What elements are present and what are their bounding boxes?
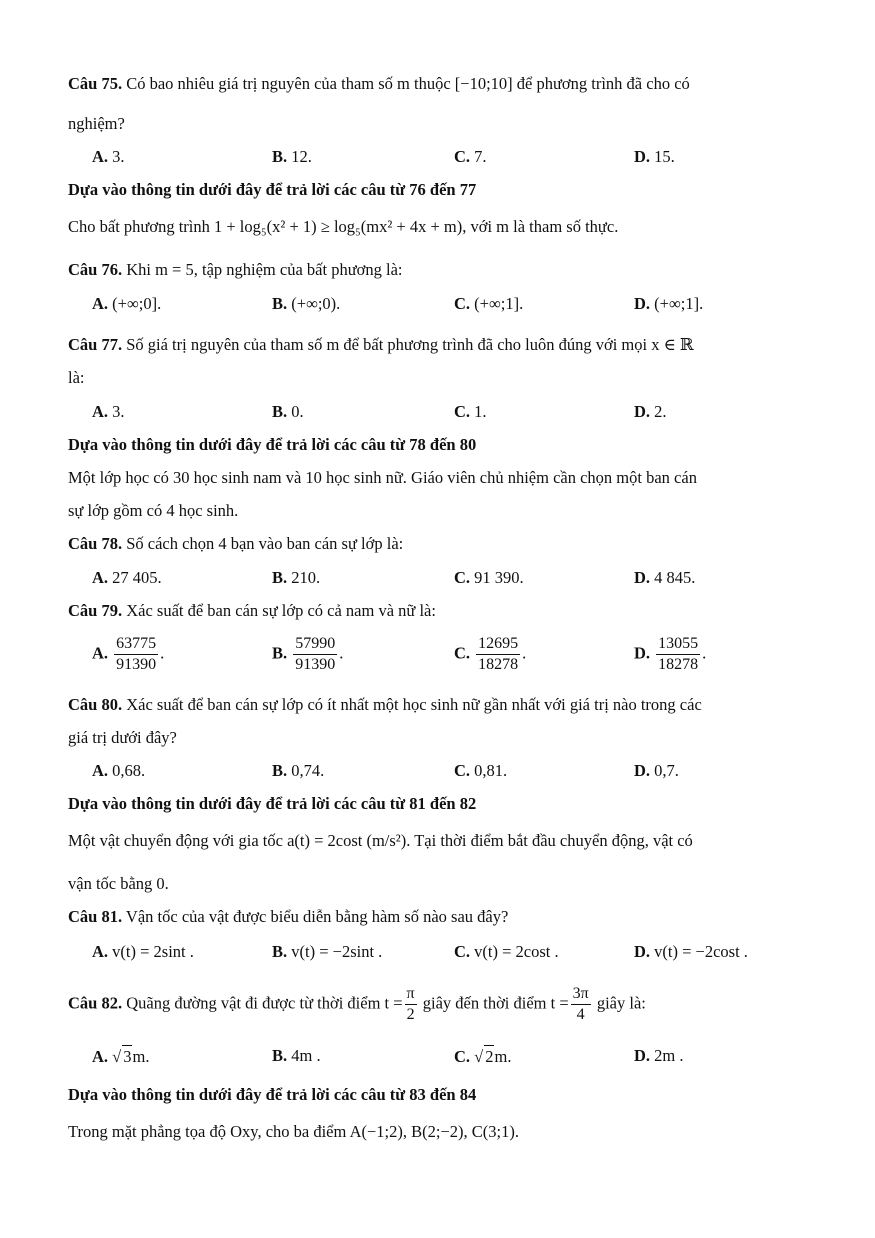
option-letter: C. bbox=[454, 1047, 471, 1066]
option-value: v(t) = 2cost . bbox=[474, 942, 559, 961]
option-letter: B. bbox=[272, 402, 288, 421]
option-d[interactable] bbox=[634, 146, 675, 168]
inequality-formula: 1 + log₅(x² + 1) ≥ log₅(mx² + 4x + m) bbox=[214, 217, 463, 236]
question-label: Câu 80. bbox=[68, 695, 123, 714]
question-label: Câu 77. bbox=[68, 335, 123, 354]
option-b[interactable]: B. $\frac{57990}{91390}$ . bbox=[272, 635, 344, 673]
option-c[interactable] bbox=[454, 567, 524, 589]
option-value: (+∞;1]. bbox=[654, 294, 704, 313]
option-value: 27 405. bbox=[112, 568, 162, 587]
fraction bbox=[476, 634, 520, 675]
denominator: 2 bbox=[406, 1006, 415, 1023]
option-a[interactable] bbox=[92, 401, 125, 423]
option-letter: D. bbox=[634, 294, 651, 313]
question-label: Câu 75. bbox=[68, 74, 123, 93]
condition-formula: x ∈ ℝ bbox=[651, 335, 694, 354]
numerator: 3π bbox=[571, 984, 591, 1005]
option-value: 0,74. bbox=[291, 761, 325, 780]
option-letter: C. bbox=[454, 568, 471, 587]
option-letter: C. bbox=[454, 643, 471, 663]
intro-text: Cho bất phương trình bbox=[68, 217, 210, 236]
intro-78-80-text-continued: sự lớp gồm có 4 học sinh. bbox=[68, 501, 239, 520]
option-letter: D. bbox=[634, 402, 651, 421]
question-80-continued bbox=[68, 727, 815, 749]
question-text: Xác suất để ban cán sự lớp có cả nam và nữ là: bbox=[126, 601, 436, 620]
intro-text: , cho ba điểm bbox=[257, 1122, 347, 1141]
option-b[interactable] bbox=[272, 401, 304, 423]
option-a[interactable] bbox=[92, 146, 125, 168]
numerator: π bbox=[405, 984, 417, 1005]
option-letter: A. bbox=[92, 147, 109, 166]
option-value: 3. bbox=[112, 402, 125, 421]
question-79 bbox=[68, 600, 815, 622]
option-letter: D. bbox=[634, 942, 651, 961]
intro-text: Một vật chuyển động với gia tốc bbox=[68, 831, 283, 850]
option-value: 0,81. bbox=[474, 761, 508, 780]
option-letter: D. bbox=[634, 147, 651, 166]
question-78 bbox=[68, 533, 815, 555]
question-76 bbox=[68, 259, 815, 281]
numerator: 63775 bbox=[114, 634, 158, 655]
option-d[interactable]: D. $\frac{13055}{18278}$ . bbox=[634, 635, 707, 673]
option-letter: B. bbox=[272, 643, 288, 663]
question-text: Số cách chọn 4 bạn vào ban cán sự lớp là: bbox=[126, 534, 404, 553]
question-text: giây là: bbox=[596, 993, 646, 1013]
denominator: 18278 bbox=[658, 656, 699, 673]
option-letter: A. bbox=[92, 1047, 109, 1066]
question-75-continued bbox=[68, 113, 815, 135]
option-value: 2. bbox=[654, 402, 667, 421]
question-text: giá trị dưới đây? bbox=[68, 728, 177, 747]
question-text: Khi bbox=[126, 260, 151, 279]
option-a[interactable] bbox=[92, 941, 194, 963]
option-letter: A. bbox=[92, 568, 109, 587]
option-b[interactable] bbox=[272, 567, 320, 589]
option-value: 12. bbox=[291, 147, 312, 166]
question-label: Câu 78. bbox=[68, 534, 123, 553]
option-value: 15. bbox=[654, 147, 675, 166]
numerator: 13055 bbox=[656, 634, 700, 655]
option-letter: D. bbox=[634, 568, 651, 587]
option-d[interactable] bbox=[634, 293, 703, 315]
question-82 bbox=[68, 984, 815, 1025]
option-letter: C. bbox=[454, 294, 471, 313]
option-c[interactable]: C. $\frac{12695}{18278}$ . bbox=[454, 635, 527, 673]
option-value: v(t) = −2cost . bbox=[654, 942, 748, 961]
square-root: 2 bbox=[485, 1047, 494, 1066]
question-text: giây đến thời điểm bbox=[422, 993, 547, 1013]
condition-formula: m = 5 bbox=[155, 260, 194, 279]
option-letter: A. bbox=[92, 942, 109, 961]
option-value: 0. bbox=[291, 402, 304, 421]
option-letter: B. bbox=[272, 761, 288, 780]
option-d[interactable] bbox=[634, 567, 695, 589]
intro-text: . Tại thời điểm bắt đầu chuyển động, vật có bbox=[406, 831, 693, 850]
denominator: 91390 bbox=[295, 656, 336, 673]
option-d[interactable] bbox=[634, 941, 748, 963]
option-letter: B. bbox=[272, 294, 288, 313]
section-heading-78-80: Dựa vào thông tin dưới đây để trả lời các câu từ 78 đến 80 bbox=[68, 435, 477, 454]
option-c[interactable] bbox=[454, 941, 559, 963]
option-value: 91 390. bbox=[474, 568, 524, 587]
option-a[interactable] bbox=[92, 567, 162, 589]
question-text: nghiệm? bbox=[68, 114, 125, 133]
option-value: 0,68. bbox=[112, 761, 146, 780]
denominator: 91390 bbox=[116, 656, 157, 673]
option-d[interactable] bbox=[634, 760, 679, 782]
option-value: 210. bbox=[291, 568, 321, 587]
option-a[interactable] bbox=[92, 760, 145, 782]
option-a[interactable]: A. √ 3m. bbox=[92, 1047, 150, 1066]
option-letter: B. bbox=[272, 147, 288, 166]
option-d[interactable] bbox=[634, 401, 667, 423]
square-root: 3 bbox=[123, 1047, 132, 1066]
option-b[interactable] bbox=[272, 941, 382, 963]
fraction bbox=[114, 634, 158, 675]
intro-81-82-text bbox=[68, 830, 815, 852]
option-c[interactable] bbox=[454, 760, 507, 782]
option-d[interactable] bbox=[634, 1045, 684, 1067]
intro-83-84-text bbox=[68, 1121, 815, 1143]
option-b[interactable] bbox=[272, 1045, 321, 1067]
question-77 bbox=[68, 334, 815, 356]
time-start-prefix: t = bbox=[384, 993, 403, 1013]
denominator: 4 bbox=[576, 1006, 585, 1023]
option-letter: A. bbox=[92, 643, 109, 663]
points-formula: A(−1;2), B(2;−2), C(3;1) bbox=[349, 1122, 515, 1141]
option-c[interactable] bbox=[454, 293, 523, 315]
option-letter: C. bbox=[454, 942, 471, 961]
option-letter: D. bbox=[634, 761, 651, 780]
option-a[interactable]: A. $\frac{63775}{91390}$ . bbox=[92, 635, 165, 673]
option-unit: m. bbox=[132, 1047, 150, 1066]
question-81 bbox=[68, 906, 815, 928]
option-value: (+∞;0). bbox=[291, 294, 341, 313]
option-letter: D. bbox=[634, 643, 651, 663]
time-end-prefix: t = bbox=[550, 993, 569, 1013]
option-c[interactable] bbox=[454, 146, 487, 168]
option-value: 2m . bbox=[654, 1046, 684, 1065]
option-letter: C. bbox=[454, 402, 471, 421]
section-heading-81-82: Dựa vào thông tin dưới đây để trả lời các câu từ 81 đến 82 bbox=[68, 794, 477, 813]
option-value: 4m . bbox=[291, 1046, 321, 1065]
acceleration-formula: a(t) = 2cost (m/s²) bbox=[287, 831, 407, 850]
question-text: Vận tốc của vật được biểu diễn bằng hàm số nào sau đây? bbox=[125, 907, 509, 926]
option-value: 3. bbox=[112, 147, 125, 166]
option-letter: B. bbox=[272, 942, 288, 961]
denominator: 18278 bbox=[478, 656, 519, 673]
intro-text: . bbox=[514, 1122, 519, 1141]
option-b[interactable] bbox=[272, 146, 312, 168]
question-text: Quãng đường vật đi được từ thời điểm bbox=[126, 993, 381, 1013]
question-80 bbox=[68, 694, 815, 716]
coordinate-system: Oxy bbox=[230, 1122, 258, 1141]
question-75 bbox=[68, 73, 815, 95]
question-text: , tập nghiệm của bất phương là: bbox=[193, 260, 403, 279]
question-label: Câu 79. bbox=[68, 601, 123, 620]
question-label: Câu 76. bbox=[68, 260, 123, 279]
option-c[interactable]: C. √ 2m. bbox=[454, 1047, 512, 1066]
section-heading-76-77: Dựa vào thông tin dưới đây để trả lời các câu từ 76 đến 77 bbox=[68, 180, 477, 199]
option-b[interactable] bbox=[272, 760, 324, 782]
intro-text: , với m là tham số thực. bbox=[462, 217, 619, 236]
fraction bbox=[293, 634, 337, 675]
question-text: là: bbox=[68, 368, 85, 387]
option-b[interactable] bbox=[272, 293, 340, 315]
question-77-continued bbox=[68, 367, 815, 389]
option-letter: A. bbox=[92, 294, 109, 313]
question-text: Xác suất để ban cán sự lớp có ít nhất một học sinh nữ gần nhất với giá trị nào trong các bbox=[126, 695, 702, 714]
fraction bbox=[656, 634, 700, 675]
option-letter: C. bbox=[454, 761, 471, 780]
question-label: Câu 81. bbox=[68, 907, 123, 926]
option-letter: A. bbox=[92, 402, 109, 421]
option-value: 7. bbox=[474, 147, 487, 166]
fraction bbox=[405, 984, 417, 1025]
question-text: Có bao nhiêu giá trị nguyên của tham số m thuộc [−10;10] để phương trình đã cho có bbox=[126, 74, 690, 93]
intro-text: Trong mặt phẳng tọa độ bbox=[68, 1122, 226, 1141]
option-value: 4 845. bbox=[654, 568, 696, 587]
intro-76-77-text bbox=[68, 216, 815, 238]
option-letter: C. bbox=[454, 147, 471, 166]
section-heading-83-84: Dựa vào thông tin dưới đây để trả lời các câu từ 83 đến 84 bbox=[68, 1085, 477, 1104]
option-letter: A. bbox=[92, 761, 109, 780]
option-value: (+∞;0]. bbox=[112, 294, 162, 313]
numerator: 57990 bbox=[293, 634, 337, 655]
option-value: 0,7. bbox=[654, 761, 679, 780]
option-value: 1. bbox=[474, 402, 487, 421]
option-value: (+∞;1]. bbox=[474, 294, 524, 313]
option-letter: B. bbox=[272, 568, 288, 587]
intro-78-80-text: Một lớp học có 30 học sinh nam và 10 học sinh nữ. Giáo viên chủ nhiệm cần chọn một ban cán bbox=[68, 468, 697, 487]
fraction bbox=[571, 984, 591, 1025]
option-letter: D. bbox=[634, 1046, 651, 1065]
question-label: Câu 82. bbox=[68, 993, 123, 1013]
option-a[interactable] bbox=[92, 293, 161, 315]
option-unit: m. bbox=[494, 1047, 512, 1066]
intro-81-82-text-continued: vận tốc bằng 0. bbox=[68, 874, 169, 893]
option-letter: B. bbox=[272, 1046, 288, 1065]
option-value: v(t) = −2sint . bbox=[291, 942, 383, 961]
numerator: 12695 bbox=[476, 634, 520, 655]
option-c[interactable] bbox=[454, 401, 487, 423]
option-value: v(t) = 2sint . bbox=[112, 942, 194, 961]
question-text: Số giá trị nguyên của tham số m để bất phương trình đã cho luôn đúng với mọi bbox=[126, 335, 648, 354]
